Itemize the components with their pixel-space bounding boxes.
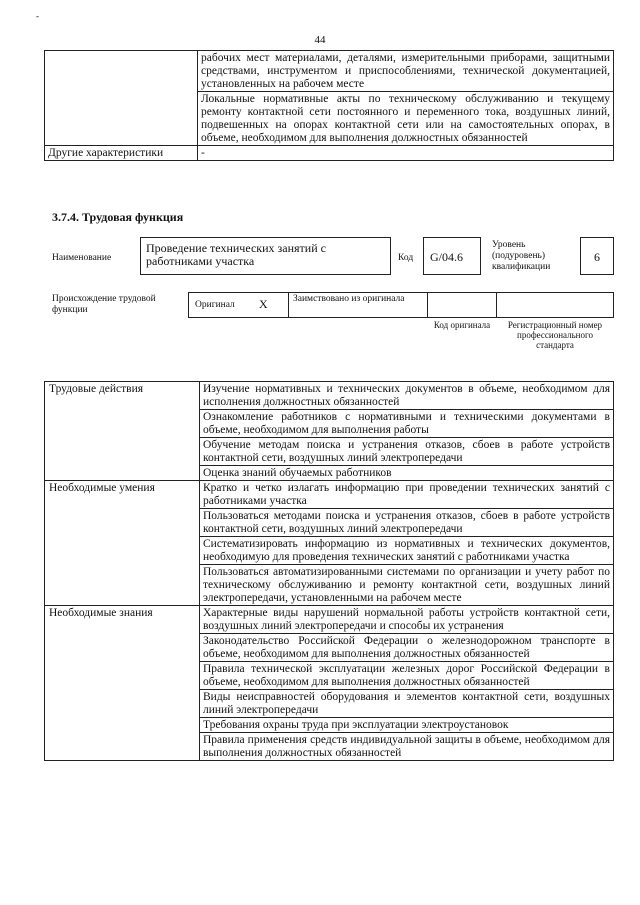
code-box: [423, 237, 481, 275]
list-item: Кратко и четко излагать информацию при проведении технических занятий с работниками участка: [200, 481, 614, 509]
list-item: Оценка знаний обучаемых работников: [200, 466, 614, 481]
knowledge-item: рабочих мест материалами, деталями, измерительными приборами, защитными средствами, инструментом и приспособлениями, технической документацией, установленных на рабочем месте: [198, 51, 614, 92]
function-name: Проведение технических занятий с работниками участка: [146, 241, 326, 268]
list-item: Ознакомление работников с нормативными и техническими документами в объеме, необходимом для выполнения работы: [200, 410, 614, 438]
name-label: Наименование: [52, 253, 112, 263]
list-item: Требования охраны труда при эксплуатации электроустановок: [200, 718, 614, 733]
knowledge-item: Локальные нормативные акты по техническому обслуживанию и текущему ремонту контактной сети постоянного и переменного тока, воздушных линий, подвешенных на опорах контактной сети или на самостоятельных опорах, в объеме, необходимом для выполнения должностных обязанностей: [198, 92, 614, 146]
list-item: Изучение нормативных и технических документов в объеме, необходимом для исполнения должностных обязанностей: [200, 382, 614, 410]
section-title: 3.7.4. Трудовая функция: [52, 210, 184, 224]
code-original-label: Код оригинала: [433, 320, 491, 330]
divider: [496, 292, 497, 318]
original-mark: X: [259, 297, 268, 311]
group-label-skills: Необходимые умения: [45, 481, 200, 606]
level-label: Уровень (подуровень) квалификации: [492, 240, 551, 272]
list-item: Пользоваться методами поиска и устранения отказов, сбоев в работе устройств контактной сети, воздушных линий электропередачи: [200, 509, 614, 537]
divider: [288, 292, 289, 318]
list-item: Обучение методам поиска и устранения отказов, сбоев в работе устройств контактной сети, воздушных линий электропередачи: [200, 438, 614, 466]
list-item: Правила применения средств индивидуальной защиты в объеме, необходимом для выполнения должностных обязанностей: [200, 733, 614, 761]
list-item: Пользоваться автоматизированными системами по организации и учету работ по техническому обслуживанию и ремонту контактной сети, воздушных линий электропередачи, установленными на рабочем месте: [200, 565, 614, 606]
function-table: [44, 381, 614, 761]
corner-mark: -: [36, 11, 39, 21]
table-row: [45, 382, 614, 410]
code-label: Код: [398, 253, 414, 263]
original-label: Оригинал: [195, 300, 235, 310]
borrowed-label: Заимствовано из оригинала: [293, 294, 405, 304]
list-item: Законодательство Российской Федерации о железнодорожном транспорте в объеме, необходимом для выполнения должностных обязанностей: [200, 634, 614, 662]
row-label: Другие характеристики: [45, 146, 198, 161]
group-label-knowledge: Необходимые знания: [45, 606, 200, 761]
list-item: Характерные виды нарушений нормальной работы устройств контактной сети, воздушных линий электропередачи и способы их устранения: [200, 606, 614, 634]
group-label-actions: Трудовые действия: [45, 382, 200, 481]
other-characteristics-value: -: [198, 146, 614, 161]
table-row: [45, 51, 614, 92]
table-row: [45, 481, 614, 509]
name-box: [140, 237, 391, 275]
code-value: G/04.6: [430, 250, 463, 264]
level-box: [580, 237, 614, 275]
list-item: Виды неисправностей оборудования и элементов контактной сети, воздушных линий электропередачи: [200, 690, 614, 718]
continued-knowledge-table: [44, 50, 614, 161]
origin-label: Происхождение трудовой функции: [52, 294, 156, 315]
row-label: [45, 51, 198, 146]
list-item: Систематизировать информацию из нормативных и технических документов, необходимую для проведения технических занятий с работниками участка: [200, 537, 614, 565]
reg-number-label: Регистрационный номер профессионального стандарта: [507, 320, 603, 350]
list-item: Правила технической эксплуатации железных дорог Российской Федерации в объеме, необходимом для выполнения должностных обязанностей: [200, 662, 614, 690]
level-value: 6: [594, 250, 600, 264]
page-number: 44: [314, 34, 326, 46]
divider: [427, 292, 428, 318]
table-row: [45, 146, 614, 161]
table-row: [45, 606, 614, 634]
